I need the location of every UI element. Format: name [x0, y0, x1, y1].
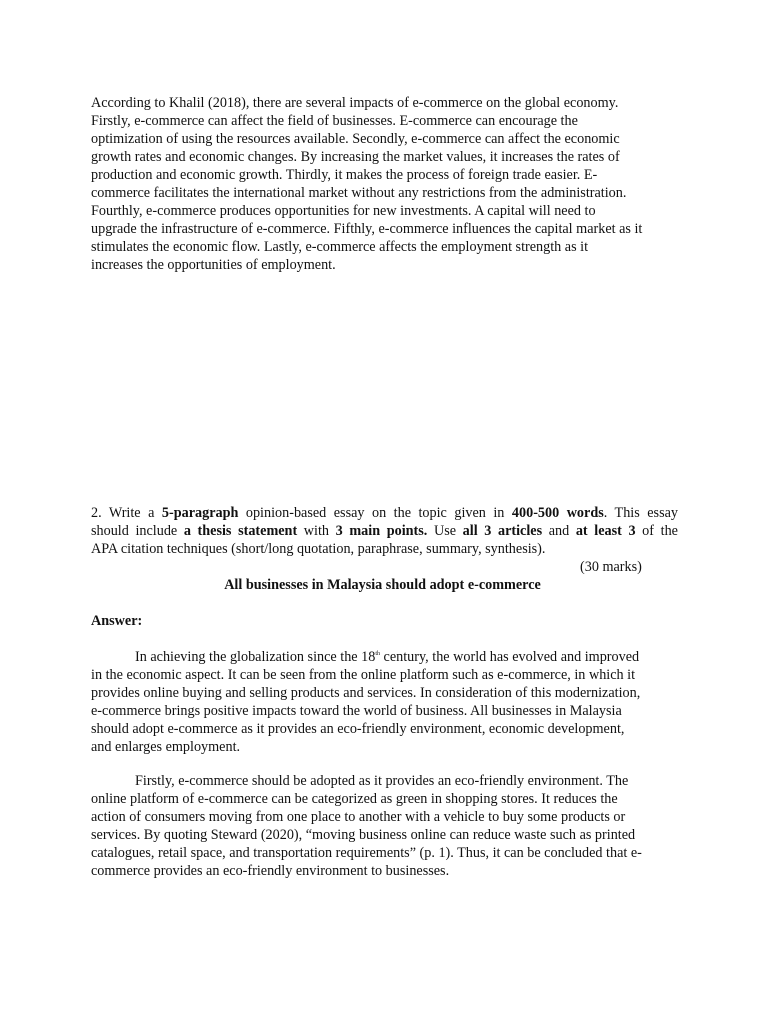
text-fragment: In achieving the globalization since the 18 — [135, 649, 376, 665]
question-text: 2. Write a — [91, 505, 162, 521]
question-emphasis: 3 main points. — [335, 523, 428, 539]
text-line: catalogues, retail space, and transportation requirements” (p. 1). Thus, it can be concluded that e- — [91, 845, 642, 861]
text-line: Fourthly, e-commerce produces opportunities for new investments. A capital will need to — [91, 203, 596, 219]
text-line: action of consumers moving from one place to another with a vehicle to buy some products or — [91, 809, 626, 825]
question-emphasis: 5-paragraph — [161, 505, 239, 521]
text-line: online platform of e-commerce can be categorized as green in shopping stores. It reduces the — [91, 791, 618, 807]
answer-label: Answer: — [91, 613, 143, 629]
text-line: should adopt e-commerce as it provides an eco-friendly environment, economic development, — [91, 721, 625, 737]
text-line: According to Khalil (2018), there are several impacts of e-commerce on the global economy. — [91, 95, 619, 111]
question-line-2 — [91, 522, 678, 540]
text-line: Firstly, e-commerce should be adopted as it provides an eco-friendly environment. The — [135, 773, 629, 789]
text-line: and enlarges employment. — [91, 739, 241, 755]
text-line: Firstly, e-commerce can affect the field of businesses. E-commerce can encourage the — [91, 113, 578, 129]
superscript-ordinal: th — [375, 651, 380, 657]
question-text: Use — [427, 523, 463, 539]
text-line: upgrade the infrastructure of e-commerce. Fifthly, e-commerce influences the capital market as it — [91, 221, 643, 237]
question-text: and — [542, 523, 576, 539]
text-line — [91, 648, 678, 666]
text-line: increases the opportunities of employment. — [91, 257, 336, 273]
question-line-3: APA citation techniques (short/long quotation, paraphrase, summary, synthesis). — [91, 541, 546, 557]
text-line: stimulates the economic flow. Lastly, e-commerce affects the employment strength as it — [91, 239, 589, 255]
question-emphasis: all 3 articles — [462, 523, 543, 539]
text-line: production and economic growth. Thirdly, it makes the process of foreign trade easier. E- — [91, 167, 598, 183]
text-line: optimization of using the resources available. Secondly, e-commerce can affect the economic — [91, 131, 620, 147]
text-line: growth rates and economic changes. By increasing the market values, it increases the rates of — [91, 149, 620, 165]
question-text: of the — [635, 523, 678, 539]
question-text: should include — [91, 523, 184, 539]
text-line: e-commerce brings positive impacts toward the world of business. All businesses in Malaysia — [91, 703, 622, 719]
text-fragment: century, the world has evolved and improved — [380, 649, 640, 665]
essay-question — [91, 504, 678, 558]
question-emphasis: a thesis statement — [183, 523, 298, 539]
text-line: commerce provides an eco-friendly environment to businesses. — [91, 863, 450, 879]
text-line: services. By quoting Steward (2020), “moving business online can reduce waste such as printed — [91, 827, 636, 843]
text-line: commerce facilitates the international market without any restrictions from the administration. — [91, 185, 627, 201]
paragraph-khalil-impacts — [91, 94, 678, 274]
text-line: provides online buying and selling products and services. In consideration of this modernization, — [91, 685, 641, 701]
paragraph-eco-friendly — [91, 772, 678, 880]
question-emphasis: at least 3 — [575, 523, 636, 539]
marks-label: (30 marks) — [580, 559, 642, 575]
question-emphasis: 400-500 words — [511, 505, 604, 521]
question-line-1 — [91, 504, 678, 522]
text-line: in the economic aspect. It can be seen from the online platform such as e-commerce, in which it — [91, 667, 636, 683]
paragraph-introduction — [91, 648, 678, 756]
question-text: . This essay — [603, 505, 678, 521]
essay-title: All businesses in Malaysia should adopt e-commerce — [224, 577, 541, 593]
question-text: opinion-based essay on the topic given in — [238, 505, 512, 521]
question-text: with — [297, 523, 336, 539]
